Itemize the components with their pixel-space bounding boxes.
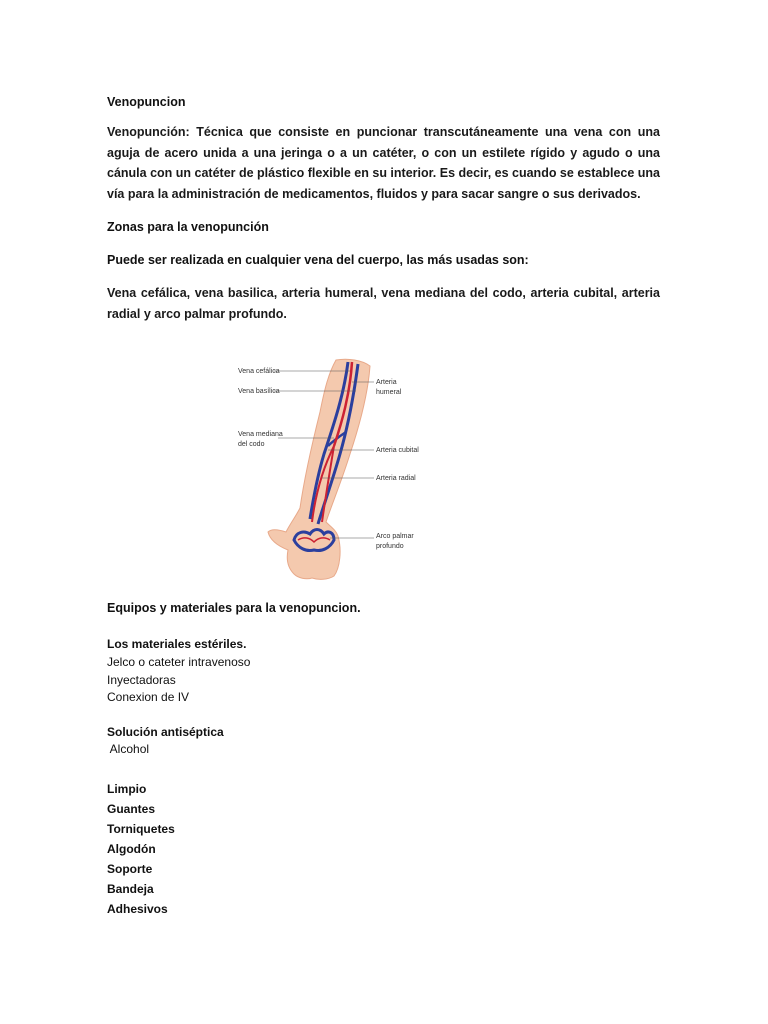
label-cephalic-vein: Vena cefálica xyxy=(238,368,280,375)
sterile-item: Jelco o cateter intravenoso xyxy=(107,655,251,669)
arm-veins-figure xyxy=(232,354,444,584)
label-basilic-vein: Vena basílica xyxy=(238,388,280,395)
label-palmar-arch-2: profundo xyxy=(376,543,404,550)
label-humeral-artery-2: humeral xyxy=(376,389,402,396)
clean-item: Bandeja xyxy=(107,882,154,896)
label-humeral-artery: Arteria xyxy=(376,379,397,386)
equipment-heading: Equipos y materiales para la venopuncion. xyxy=(107,601,361,615)
zones-heading: Zonas para la venopunción xyxy=(107,220,269,234)
sterile-item: Conexion de IV xyxy=(107,690,190,704)
definition-paragraph: Venopunción: Técnica que consiste en puncionar transcutáneamente una vena con una aguja de acero unida a una jeringa o a un catéter, o con un estilete rígido y agudo o una cánula con un catéter de plástico flexible en su interior. Es decir, es cuando se establece una vía para la administración de medicamentos, fluidos y para sacar sangre o sus derivados. xyxy=(107,125,660,201)
clean-heading: Limpio xyxy=(107,782,147,796)
antiseptic-heading: Solución antiséptica xyxy=(107,725,224,739)
label-median-vein: Vena mediana xyxy=(238,431,283,438)
zones-intro: Puede ser realizada en cualquier vena del cuerpo, las más usadas son: xyxy=(107,253,529,267)
clean-item: Torniquetes xyxy=(107,822,175,836)
document-title: Venopuncion xyxy=(107,95,186,109)
sterile-item: Inyectadoras xyxy=(107,673,176,687)
clean-item: Soporte xyxy=(107,862,153,876)
clean-item: Guantes xyxy=(107,802,156,816)
antiseptic-item: Alcohol xyxy=(107,742,150,756)
clean-item: Adhesivos xyxy=(107,902,168,916)
clean-item: Algodón xyxy=(107,842,156,856)
label-palmar-arch: Arco palmar xyxy=(376,533,414,540)
label-median-vein-2: del codo xyxy=(238,441,265,448)
zones-list: Vena cefálica, vena basilica, arteria humeral, vena mediana del codo, arteria cubital, arteria radial y arco palmar profundo. xyxy=(107,286,660,321)
sterile-heading: Los materiales estériles. xyxy=(107,637,247,651)
label-cubital-artery: Arteria cubital xyxy=(376,447,419,454)
label-radial-artery: Arteria radial xyxy=(376,475,416,482)
